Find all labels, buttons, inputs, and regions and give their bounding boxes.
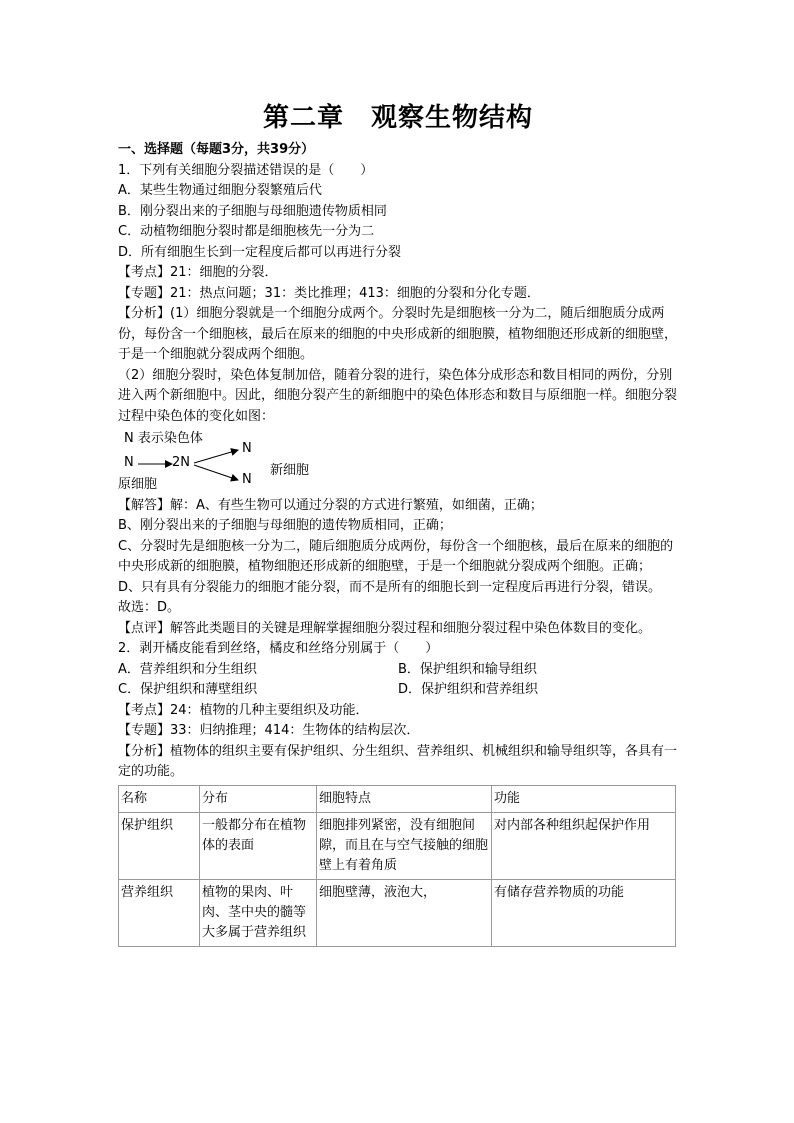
- page-title: 第二章 观察生物结构: [262, 103, 533, 133]
- table-row: [119, 812, 676, 879]
- q2-kaodian: 【考点】24：植物的几种主要组织及功能．: [118, 702, 369, 718]
- q1-stem: 1．下列有关细胞分裂描述错误的是（ ）: [118, 162, 374, 178]
- tissue-table: [118, 785, 676, 947]
- diagram-top: N: [242, 441, 252, 456]
- q2-analysis: 【分析】植物体的组织主要有保护组织、分生组织、营养组织、机械组织和输导组织等，各具有一定的功能。: [118, 743, 678, 779]
- q1-final-answer: 故选：D。: [118, 600, 181, 615]
- q2-options-row-1: [118, 660, 678, 681]
- table-header-cell: 细胞特点: [317, 785, 492, 812]
- section-header: 一、选择题（每题3分，共39分）: [118, 142, 315, 157]
- arrow-up: [194, 450, 238, 463]
- chromosome-diagram: [122, 429, 678, 487]
- arrow-down: [194, 465, 238, 480]
- table-cell: 营养组织: [119, 879, 200, 946]
- q2-zhuanti: 【专题】33：归纳推理；414：生物体的结构层次．: [118, 723, 420, 738]
- table-cell: 有储存营养物质的功能: [492, 879, 676, 946]
- q1-option-a: A．某些生物通过细胞分裂繁殖后代: [118, 183, 322, 198]
- q1-answer-d: D、只有具有分裂能力的细胞才能分裂，而不是所有的细胞长到一定程度后再进行分裂，错误。: [118, 579, 662, 595]
- q1-comment: 【点评】解答此类题目的关键是理解掌握细胞分裂过程和细胞分裂过程中染色体数目的变化。: [118, 620, 652, 636]
- q2-stem: 2．剥开橘皮能看到丝络，橘皮和丝络分别属于（ ）: [118, 641, 439, 656]
- diagram-middle: 2N: [172, 455, 190, 470]
- q1-answer-a: 【解答】解：A、有些生物可以通过分裂的方式进行繁殖，如细菌，正确；: [118, 497, 543, 513]
- q1-option-c: C．动植物细胞分裂时都是细胞核先一分为二: [118, 224, 375, 239]
- table-row: [119, 879, 676, 946]
- q2-option-b: B．保护组织和输导组织: [398, 661, 537, 677]
- document-page: [118, 96, 678, 947]
- q1-zhuanti: 【专题】21：热点问题；31：类比推理；413：细胞的分裂和分化专题．: [118, 285, 540, 301]
- diagram-legend: N 表示染色体: [124, 431, 203, 446]
- table-cell: 一般都分布在植物体的表面: [200, 812, 317, 879]
- q1-answer-c: C、分裂时先是细胞核一分为二，随后细胞质分成两份，每份含一个细胞核，最后在原来的细胞的中央形成新的细胞膜，植物细胞还形成新的细胞壁，于是一个细胞就分裂成两个细胞。正确；: [118, 538, 674, 574]
- table-cell: 保护组织: [119, 812, 200, 879]
- table-cell: 植物的果肉、叶肉、茎中央的髓等大多属于营养组织: [200, 879, 317, 946]
- table-header-row: [119, 785, 676, 812]
- diagram-arrows: [122, 429, 252, 489]
- table-header-cell: 分布: [200, 785, 317, 812]
- q1-analysis-1: 【分析】(1）细胞分裂就是一个细胞分成两个。分裂时先是细胞核一分为二，随后细胞质分成两份，每份含一个细胞核，最后在原来的细胞的中央形成新的细胞膜，植物细胞还形成新的细胞壁，于是一个细胞就分裂成两个细胞。: [118, 306, 678, 362]
- q2-option-a: A．营养组织和分生组织: [118, 661, 257, 677]
- q2-option-d: D．保护组织和营养组织: [398, 682, 539, 697]
- q2-options-row-2: [118, 680, 678, 701]
- q1-option-d: D．所有细胞生长到一定程度后都可以再进行分裂: [118, 244, 402, 260]
- diagram-bottom: N: [242, 472, 252, 487]
- diagram-end-label: 新细胞: [270, 463, 310, 478]
- diagram-start: N: [124, 455, 134, 470]
- q1-analysis-2: （2）细胞分裂时，染色体复制加倍，随着分裂的进行，染色体分成形态和数目相同的两份，分别进入两个新细胞中。因此，细胞分裂产生的新细胞中的染色体形态和数目与原细胞一样。细胞分裂过程中染色体的变化如图：: [118, 367, 678, 424]
- q2-option-c: C．保护组织和薄壁组织: [118, 682, 258, 697]
- q1-kaodian: 【考点】21：细胞的分裂．: [118, 265, 278, 280]
- table-cell: 对内部各种组织起保护作用: [492, 812, 676, 879]
- table-cell: 细胞壁薄，液泡大，: [317, 879, 492, 946]
- q1-answer-b: B、刚分裂出来的子细胞与母细胞的遗传物质相同，正确；: [118, 518, 452, 533]
- table-cell: 细胞排列紧密，没有细胞间隙，而且在与空气接触的细胞壁上有着角质: [317, 812, 492, 879]
- table-header-cell: 功能: [492, 785, 676, 812]
- table-header-cell: 名称: [119, 785, 200, 812]
- q1-option-b: B．刚分裂出来的子细胞与母细胞遗传物质相同: [118, 203, 387, 219]
- diagram-start-label: 原细胞: [118, 477, 158, 492]
